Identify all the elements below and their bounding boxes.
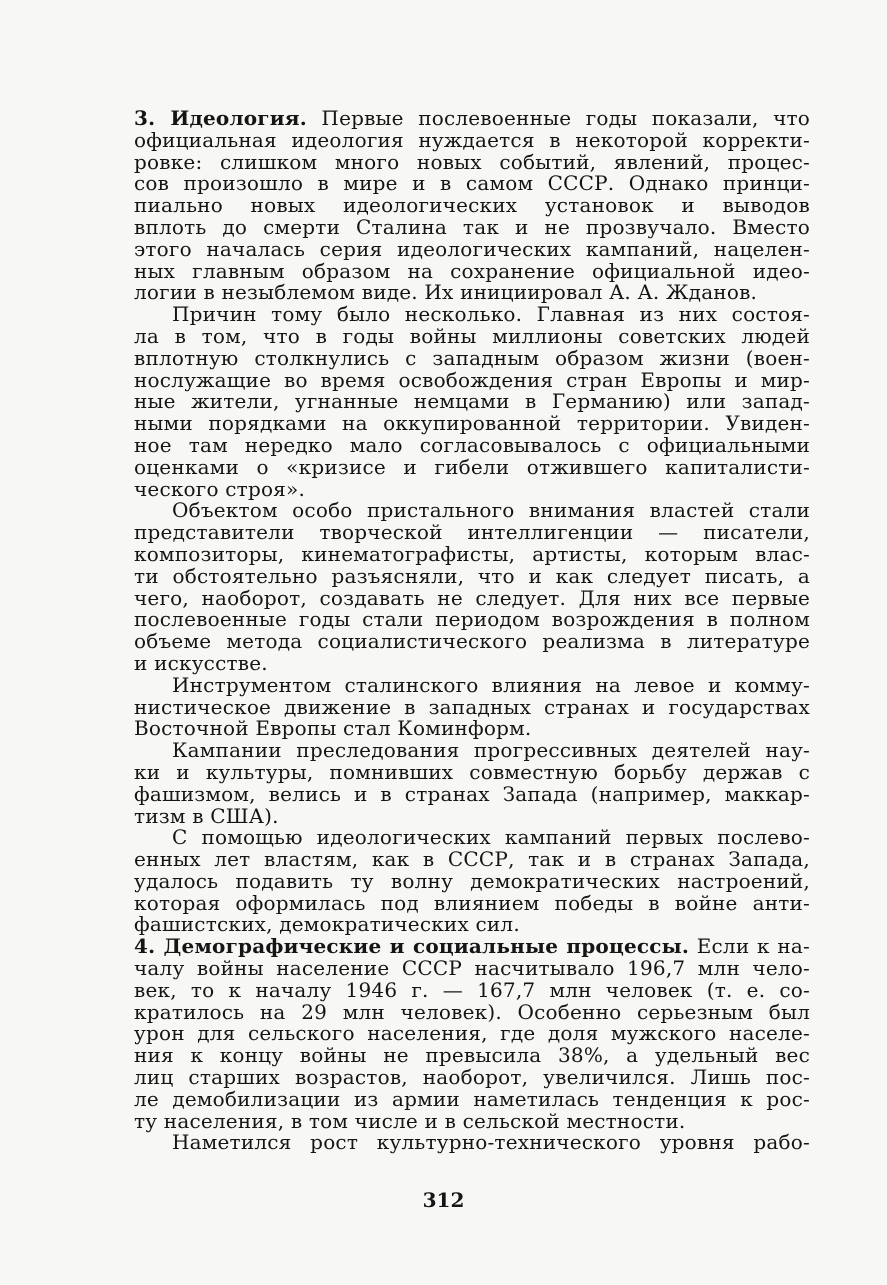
text-line: Причин тому было несколько. Главная из них состоя- (172, 302, 810, 327)
text-line: ту населения, в том числе и в сельской местности. (134, 1108, 686, 1133)
text-line: фашизмом, велись и в странах Запада (например, маккар- (134, 781, 810, 806)
text-line: С помощью идеологических кампаний первых послево- (172, 825, 810, 850)
text-line: ных главным образом на сохранение официальной идео- (134, 258, 810, 283)
text-line: Объектом особо пристального внимания властей стали (172, 498, 810, 523)
text-line: чего, наоборот, создавать не следует. Для них все первые (134, 585, 810, 610)
text-line: Инструментом сталинского влияния на левое и комму- (172, 672, 810, 697)
text-line: фашистских, демократических сил. (134, 912, 520, 937)
section3-heading: 3. Идеология. (134, 106, 307, 130)
text-line: пиально новых идеологических установок и выводов (134, 193, 810, 218)
section3-line-0: 3. Идеология. Первые послевоенные годы показали, что (134, 106, 810, 130)
text-line: Восточной Европы стал Коминформ. (134, 716, 532, 741)
text-line: официальная идеология нуждается в некоторой корректи- (134, 127, 810, 152)
section4-heading: 4. Демографические и социальные процессы. (134, 934, 690, 959)
text-line: вплотную столкнулись с западным образом жизни (воен- (134, 345, 810, 370)
text-line: ное там нередко мало согласовывалось с официальными (134, 432, 810, 457)
text-line: чалу войны население СССР насчитывало 196,7 млн чело- (134, 956, 810, 981)
text-line: нистическое движение в западных странах и государствах (134, 694, 810, 719)
text-line: урон для сельского населения, где доля мужского населе- (134, 1021, 810, 1046)
text-line: Кампании преследования прогрессивных деятелей нау- (172, 738, 810, 763)
main-text (134, 108, 810, 1154)
text-line: век, то к началу 1946 г. — 167,7 млн человек (т. е. со- (134, 977, 810, 1002)
text-line: логии в незыблемом виде. Их инициировал А. А. Жданов. (134, 280, 758, 305)
text-line: этого началась серия идеологических кампаний, нацелен- (134, 236, 810, 261)
text-line: удалось подавить ту волну демократических настроений, (134, 868, 810, 893)
text-line: ческого строя». (134, 476, 305, 501)
text-line: которая оформилась под влиянием победы в войне анти- (134, 890, 810, 915)
text-line: вплоть до смерти Сталина так и не прозвучало. Вместо (134, 214, 810, 239)
text-line: ле демобилизации из армии наметилась тенденция к рос- (134, 1086, 810, 1111)
text-line: енных лет властям, как в СССР, так и в странах Запада, (134, 847, 810, 872)
text-line: послевоенные годы стали периодом возрождения в полном (134, 607, 810, 632)
text-line: тизм в США). (134, 803, 279, 828)
text-line: ные жители, угнанные немцами в Германию) или запад- (134, 389, 810, 414)
text-line: лиц старших возрастов, наоборот, увеличился. Лишь пос- (134, 1065, 810, 1090)
text-line: ла в том, что в годы войны миллионы советских людей (134, 323, 810, 348)
text-line: ти обстоятельно разъясняли, что и как следует писать, а (134, 563, 810, 588)
text-line: ния к концу войны не превысила 38%, а удельный вес (134, 1043, 810, 1068)
text-line: сов произошло в мире и в самом СССР. Однако принци- (134, 171, 810, 196)
text-line: кратилось на 29 млн человек). Особенно серьезным был (134, 999, 810, 1024)
text-line: и искусстве. (134, 650, 268, 675)
text-line: оценками о «кризисе и гибели отжившего капиталисти- (134, 454, 810, 479)
section4-line-0: 4. Демографические и социальные процессы. Если к на- (134, 934, 810, 959)
page-number: 312 (422, 1188, 465, 1212)
text-line: ровке: слишком много новых событий, явлений, процес- (134, 149, 810, 174)
text-line: объеме метода социалистического реализма в литературе (134, 629, 810, 654)
text-line: представители творческой интеллигенции — писатели, (134, 520, 810, 545)
text-line: ки и культуры, помнивших совместную борьбу держав с (134, 759, 810, 784)
text-line: ными порядками на оккупированной территории. Увиден- (134, 411, 810, 436)
text-line: нослужащие во время освобождения стран Европы и мир- (134, 367, 810, 392)
text-line: Наметился рост культурно-технического уровня рабо- (172, 1130, 810, 1155)
text-line: композиторы, кинематографисты, артисты, которым влас- (134, 541, 810, 566)
